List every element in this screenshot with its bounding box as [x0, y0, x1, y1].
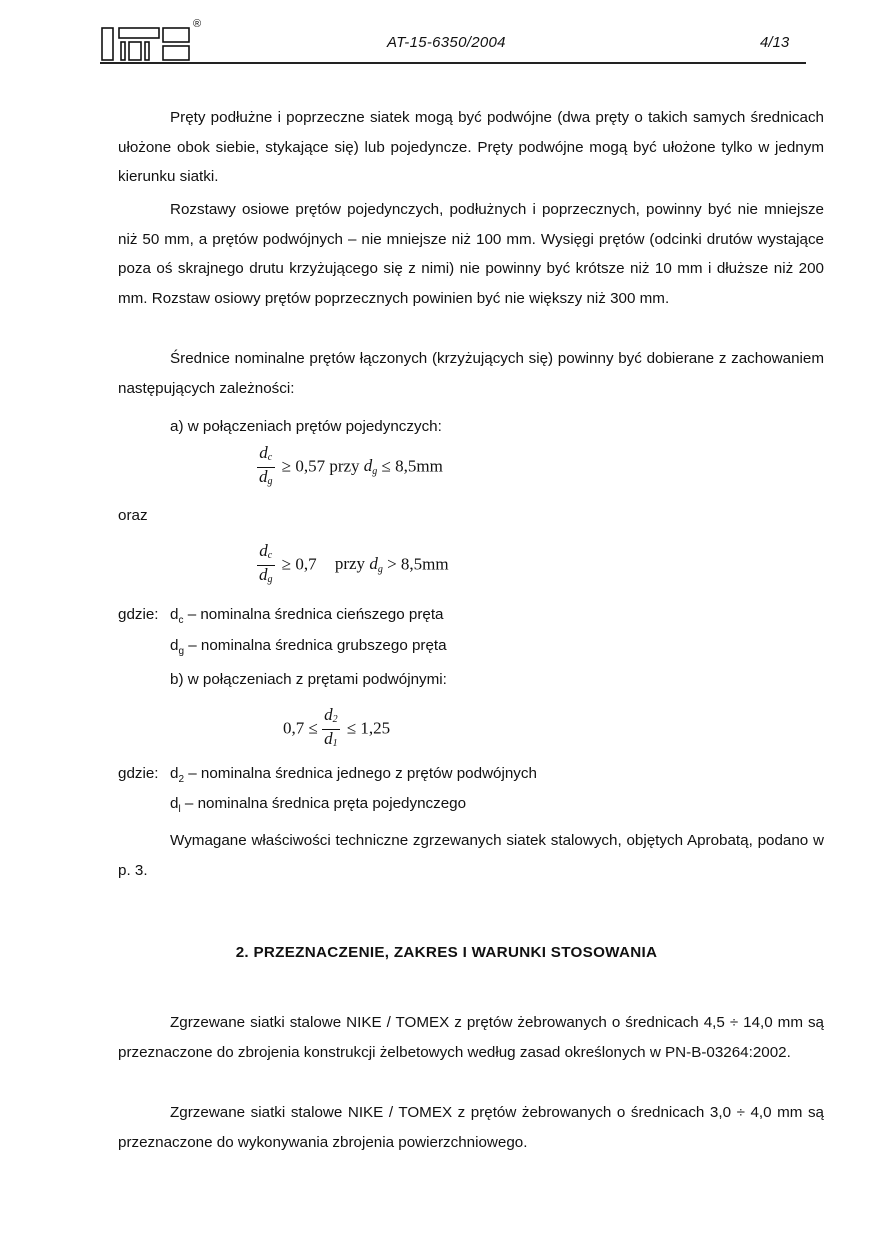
definition-dg: $d_g$ – nominalna średnica grubszego pręta	[170, 637, 447, 658]
definition-d1: $d_l$ – nominalna średnica pręta pojedynczego	[170, 795, 467, 816]
section-heading: 2. PRZEZNACZENIE, ZAKRES I WARUNKI STOSOWANIA	[235, 944, 658, 961]
paragraph-usage-1: Zgrzewane siatki stalowe NIKE / TOMEX z prętów żebrowanych o średnicach 4,5 ÷ 14,0 mm są przeznaczone do zbrojenia konstrukcji żelbetowych według zasad określonych w PN-B-03264:2002.	[118, 1014, 824, 1061]
formula-single-1: $\frac{d_c}{d_g}$ ≥ 0,57 przy $d_g \le 8,5mm$	[257, 444, 443, 491]
itb-logo-graphic	[101, 20, 201, 62]
gdzie-label-1: gdzie:	[118, 606, 159, 623]
formula-1-fraction: $\frac{d_c}{d_g}$	[259, 443, 273, 487]
definition-dc: $d_c$ – nominalna średnica cieńszego pręta	[170, 606, 444, 627]
formula-3-fraction: $\frac{d_2}{d_1}$	[324, 705, 338, 749]
itb-logo	[101, 20, 201, 62]
formula-double: 0,7 ≤ $\frac{d_2}{d_1}$ ≤ 1,25	[283, 706, 390, 753]
gdzie-label-2: gdzie:	[118, 765, 159, 782]
page-number: 4/13	[760, 34, 790, 51]
paragraph-properties: Wymagane właściwości techniczne zgrzewanych siatek stalowych, objętych Aprobatą, podano w p. 3.	[118, 832, 824, 879]
paragraph-bars: Pręty podłużne i poprzeczne siatek mogą być podwójne (dwa pręty o takich samych średnicach ułożone obok siebie, stykające się) lub pojedyncze. Pręty podwójne mogą być ułożone tylko w jednym kierunku siatki.	[118, 109, 824, 185]
paragraph-usage-2: Zgrzewane siatki stalowe NIKE / TOMEX z prętów żebrowanych o średnicach 3,0 ÷ 4,0 mm są przeznaczone do wykonywania zbrojenia powierzchniowego.	[118, 1104, 824, 1151]
registered-mark: ®	[193, 18, 202, 30]
definition-d2: $d_2$ – nominalna średnica jednego z prętów podwójnych	[170, 765, 537, 786]
header-rule	[100, 62, 806, 64]
formula-2-fraction: $\frac{d_c}{d_g}$	[259, 541, 273, 585]
formula-single-2: $\frac{d_c}{d_g}$ ≥ 0,7 przy $d_g > 8,5mm$	[257, 542, 449, 589]
oraz-label: oraz	[118, 507, 148, 524]
paragraph-diameters: Średnice nominalne prętów łączonych (krzyżujących się) powinny być dobierane z zachowaniem następujących zależności:	[118, 350, 824, 397]
document-number: AT-15-6350/2004	[387, 34, 506, 51]
case-a-label: a) w połączeniach prętów pojedynczych:	[170, 418, 442, 435]
paragraph-spacing: Rozstawy osiowe prętów pojedynczych, podłużnych i poprzecznych, powinny być nie mniejsze niż 50 mm, a prętów podwójnych – nie mniejsze niż 100 mm. Wysięgi prętów (odcinki drutów wystające poza oś skrajnego drutu krzyżującego się z nimi) nie powinny być krótsze niż 10 mm i dłuższe niż 200 mm. Rozstaw osiowy prętów poprzecznych powinien być nie większy niż 300 mm.	[118, 201, 824, 307]
case-b-label: b) w połączeniach z prętami podwójnymi:	[170, 671, 447, 688]
